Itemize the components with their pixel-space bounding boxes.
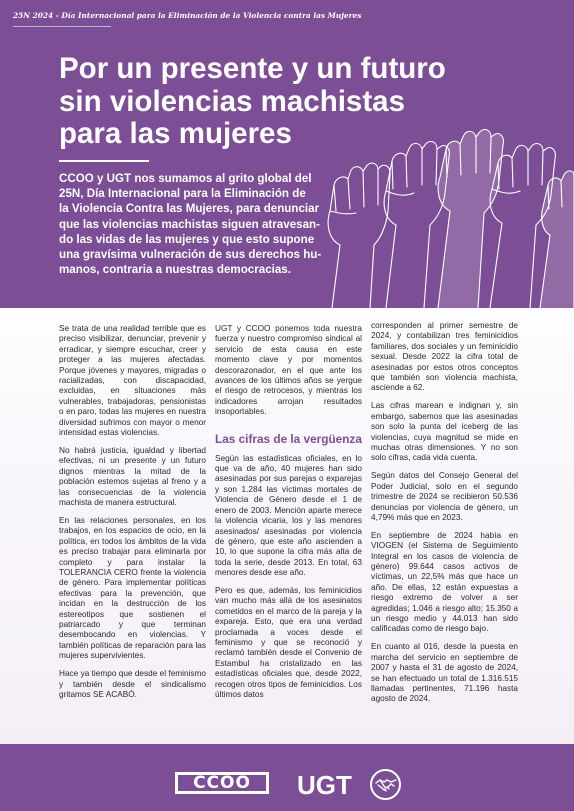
paragraph: Según datos del Consejo General del Poder Judicial, solo en el segundo trimestre de 2024 se recibieron 50.536 denuncias por violencia de género, un 4,79% más que en 2023.	[371, 471, 518, 522]
page-title-line: Por un presente y un futuro	[59, 52, 446, 85]
intro-line: CCOO y UGT nos sumamos al grito global del	[59, 172, 312, 185]
page-title-line: para las mujeres	[59, 117, 292, 150]
article-column-2	[215, 324, 362, 701]
intro-line: una gravísima vulneración de sus derechos hu-	[59, 248, 322, 262]
paragraph: Pero es que, además, los feminicidios van mucho más allá de los asesinatos cometidos en el marco de la pareja y la expareja. Esto, que era una verdad proclamada a voces desde el feminismo y que se reconoció y reclamó también desde el Convenio de Estambul ha cristalizado en las estadísticas oficiales que, desde 2022, recogen otros tipos de feminicidios. Los últimos datos	[215, 586, 362, 700]
paragraph: En septiembre de 2024 había en VIOGEN (el Sistema de Seguimiento Integral en los casos de violencia de género) 99.644 casos activos de víctimas, un 22,5% más que hace un año. De ellas, 12 están expuestas a riesgo extremo de volver a ser agredidas; 1.046 a riesgo alto; 15.350 a un riesgo medio y 44.013 han sido calificadas como de riesgo bajo.	[371, 530, 518, 634]
ccoo-logo-text: CCOO	[193, 772, 251, 793]
handshake-icon	[370, 769, 401, 800]
intro-statement	[59, 171, 339, 277]
paragraph: En las relaciones personales, en los trabajos, en los espacios de ocio, en la política, en todos los ámbitos de la vida es preciso trabajar para eliminarla por completo y para instalar la TOLERANCIA CERO frente la violencia de género. Para implementar políticas efectivas para la prevención, que incidan en la destrucción de los estereotipos que sostienen el patriarcado y que terminan desembocando en violencias. Y también políticas de reparación para las mujeres supervivientes.	[59, 515, 206, 661]
hero-banner	[0, 0, 574, 308]
handshake-icon	[375, 777, 397, 793]
paragraph: corresponden al primer semestre de 2024, y contabilizan tres feminicidios familiares, dos sociales y un feminicidio sexual. Desde 2022 la cifra total de asesinadas por estos otros conceptos que también son violencia machista, asciende a 62.	[371, 321, 518, 393]
intro-line: la Violencia Contra las Mujeres, para denunciar	[59, 202, 320, 216]
article-body	[0, 308, 574, 744]
raised-fist-icon	[540, 171, 574, 308]
paragraph: UGT y CCOO ponemos toda nuestra fuerza y nuestro compromiso sindical al servicio de esta causa en este momento clave y por momentos descorazonador, en el que ante los avances de los últimos años se yergue el riesgo de retrocesos, y mientras los indicadores arrojan resultados insoportables.	[215, 324, 362, 417]
topline-caption: 25N 2024 - Día Internacional para la Eliminación de la Violencia contra las Mujeres	[13, 11, 362, 20]
raised-fist-icon	[328, 163, 390, 308]
intro-line: que las violencias machistas siguen atravesan-	[59, 217, 320, 231]
title-divider	[59, 160, 149, 162]
paragraph: Las cifras marean e indignan y, sin embargo, sabemos que las asesinadas son solo la punta del iceberg de las violencias, cuya magnitud se mide en muchas otras dimensiones. Y no son solo cifras, cada vida cuenta.	[371, 401, 518, 463]
intro-line: 25N, Día Internacional para la Eliminación de	[59, 187, 306, 201]
intro-line: manos, contraria a nuestras democracias.	[59, 263, 291, 277]
paragraph: En cuanto al 016, desde la puesta en marcha del servicio en septiembre de 2007 y hasta el 31 de agosto de 2024, se han efectuado un total de 1.316.515 llamadas pertinentes, 71.196 hasta agosto de 2024.	[371, 642, 518, 704]
footer-logos	[0, 744, 574, 811]
article-column-1	[59, 324, 206, 700]
ccoo-logo	[175, 772, 269, 794]
raised-fists-illustration	[300, 115, 574, 308]
intro-line: do las vidas de las mujeres y que esto supone	[59, 232, 315, 246]
raised-fist-icon	[384, 142, 449, 308]
section-heading: Las cifras de la vergüenza	[215, 431, 362, 446]
paragraph: Según las estadísticas oficiales, en lo que va de año, 40 mujeres han sido asesinadas por sus parejas o exparejas y son 1.284 las víctimas mortales de Violencia de Género desde el 1 de enero de 2003. Mención aparte merece la violencia vicaria, los y las menores asesinados/ asesinadas por violencia de género, que este año ascienden a 10, lo que supone la cifra más alta de toda la serie, desde 2013. En total, 63 menores desde ese año.	[215, 453, 362, 578]
topline-divider	[13, 26, 111, 27]
page-title-line: sin violencias machistas	[59, 84, 405, 118]
paragraph: Hace ya tiempo que desde el feminismo y también desde el sindicalismo gritamos SE ACABÓ.	[59, 669, 206, 699]
article-column-3	[371, 321, 518, 705]
paragraph: No habrá justicia, igualdad y libertad efectivas, ni un presente y un futuro dignos mientras la mitad de la población estemos sujetas al freno y a las consecuencias de la violencia machista de manera estructural.	[59, 445, 206, 507]
paragraph: Se trata de una realidad terrible que es preciso visibilizar, denunciar, prevenir y erradicar, y siempre escuchar, creer y proteger a las mujeres afectadas. Porque jóvenes y mayores, migradas o racializadas, con discapacidad, excluidas, en situaciones más vulnerables, trabajadoras, pensionistas o en paro, todas las mujeres en nuestra diversidad sufrimos con mayor o menor intensidad estas violencias.	[59, 324, 206, 438]
ugt-logo: UGT	[297, 770, 352, 800]
